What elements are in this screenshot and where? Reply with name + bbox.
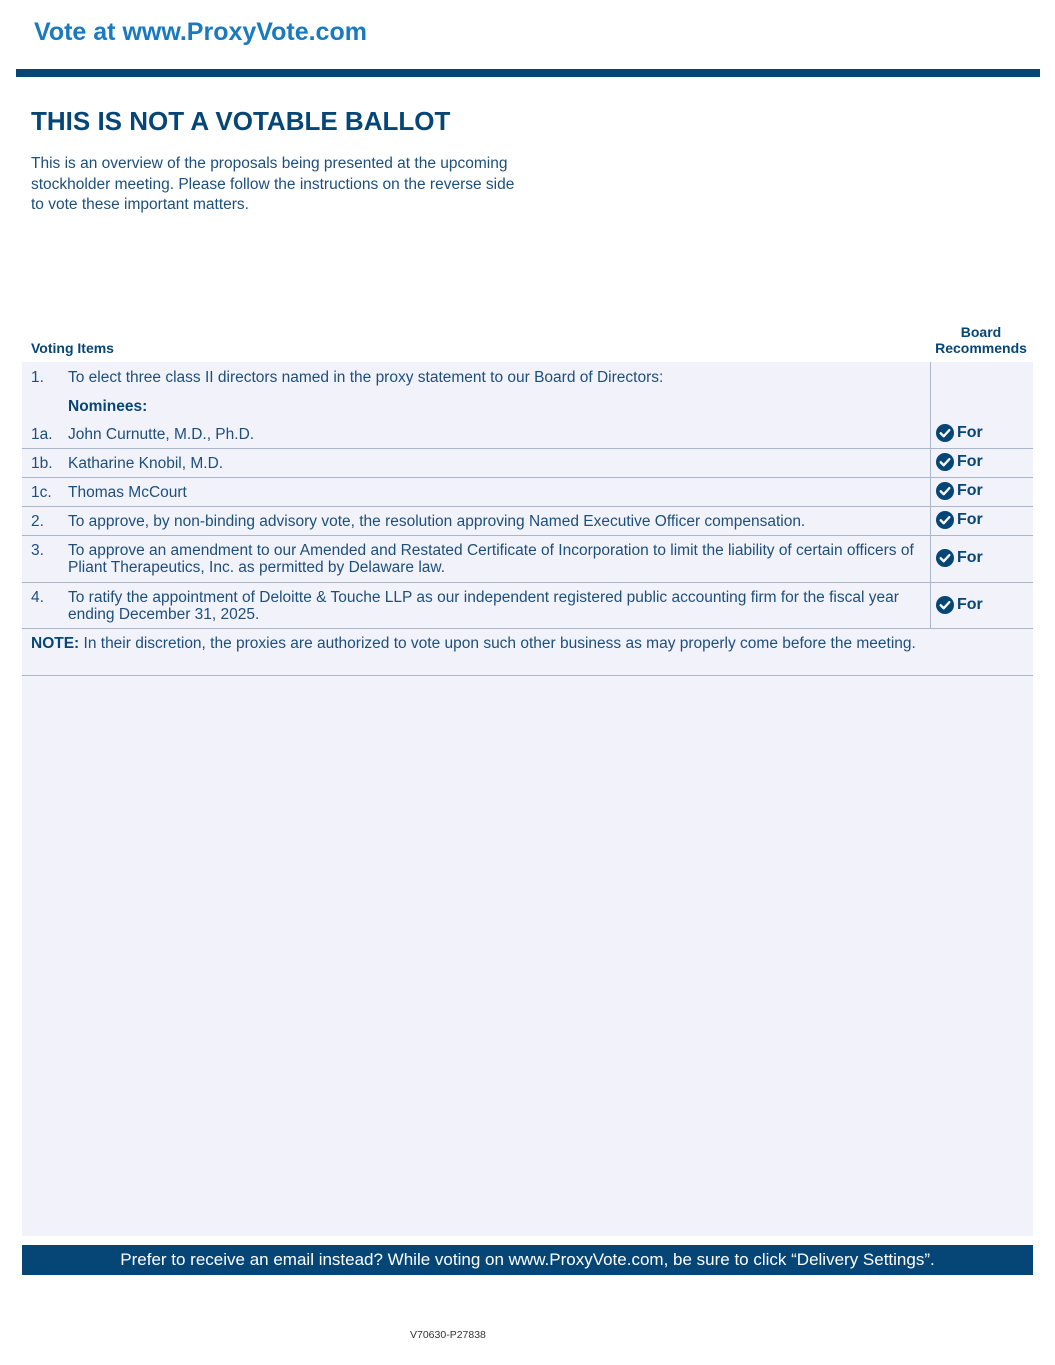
recommendation-label: For [957,424,983,441]
check-circle-icon [936,482,954,500]
recommendation-label: For [957,549,983,566]
item-text: To elect three class II directors named in the proxy statement to our Board of Directors: [68,369,664,386]
page-title: THIS IS NOT A VOTABLE BALLOT [31,106,451,136]
recommendation-label: For [957,511,983,528]
intro-text: This is an overview of the proposals being presented at the upcoming stockholder meeting. Please follow the instructions on the reverse side to vote these important matters. [31,155,515,213]
item-text: Thomas McCourt [68,484,187,501]
note-row [22,629,1033,676]
check-circle-icon [936,549,954,567]
recommendation-cell [930,507,1034,535]
table-row [22,420,1033,449]
recommendation [936,549,983,567]
recommendation-cell [930,583,1034,628]
check-circle-icon [936,453,954,471]
delivery-settings-banner: Prefer to receive an email instead? While voting on www.ProxyVote.com, be sure to click “Delivery Settings”. [22,1245,1033,1275]
item-number: 1a. [31,426,53,443]
table-row [22,449,1033,478]
recommendation-cell [930,536,1034,582]
recommendation [936,596,983,614]
recommendation-cell [930,478,1034,506]
item-text: To ratify the appointment of Deloitte & Touche LLP as our independent registered public accounting firm for the fiscal year ending December 31, 2025. [68,589,899,623]
check-circle-icon [936,511,954,529]
item-number: 3. [31,542,44,559]
check-circle-icon [936,596,954,614]
note-label: NOTE: [31,635,80,652]
table-row [22,583,1033,629]
table-row [22,478,1033,507]
header-divider [16,69,1040,77]
document-code: V70630-P27838 [410,1329,486,1341]
recommendation [936,511,983,529]
item-number: 1. [31,369,44,386]
item-number: 2. [31,513,44,530]
column-header-board-line2: Recommends [935,340,1027,356]
recommendation [936,453,983,471]
note-text [31,635,923,652]
item-number: 4. [31,589,44,606]
check-circle-icon [936,424,954,442]
recommendation-label: For [957,482,983,499]
column-header-voting-items: Voting Items [31,340,114,356]
item-number: 1c. [31,484,52,501]
proxyvote-link[interactable]: Vote at www.ProxyVote.com [34,18,367,46]
item-text: Katharine Knobil, M.D. [68,455,224,472]
column-header-board-line1: Board [960,324,1002,340]
recommendation-label: For [957,453,983,470]
nominees-label: Nominees: [68,398,148,415]
recommendation-cell [930,362,1034,420]
recommendation-cell [930,420,1034,448]
table-row [22,507,1033,536]
table-row [22,536,1033,583]
item-text: John Curnutte, M.D., Ph.D. [68,426,255,443]
item-text: To approve an amendment to our Amended and Restated Certificate of Incorporation to limit the liability of certain officers of Pliant Therapeutics, Inc. as permitted by Delaware law. [68,542,914,576]
item-text: To approve, by non-binding advisory vote, the resolution approving Named Executive Officer compensation. [68,513,806,530]
table-row [22,362,1033,420]
note-body: In their discretion, the proxies are authorized to vote upon such other business as may properly come before the meeting. [79,635,916,652]
recommendation [936,424,983,442]
recommendation-cell [930,449,1034,477]
recommendation [936,482,983,500]
recommendation-label: For [957,596,983,613]
column-header-board-recommends [928,324,1034,356]
item-number: 1b. [31,455,53,472]
